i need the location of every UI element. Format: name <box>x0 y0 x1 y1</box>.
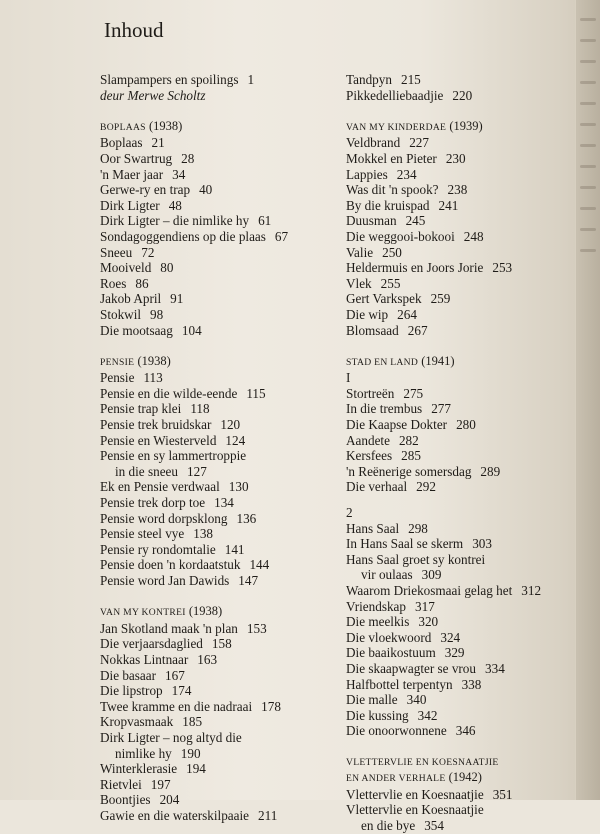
entry-page-number: 167 <box>165 667 185 683</box>
entry-title: Vlettervlie en Koesnaatjie <box>346 802 484 818</box>
toc-entry <box>100 323 345 339</box>
entry-title: Die wip <box>346 306 389 322</box>
toc-entry <box>100 808 345 824</box>
toc-entry <box>100 386 345 402</box>
entry-page-number: 340 <box>406 692 427 708</box>
entry-page-number: 211 <box>258 807 278 823</box>
entry-page-number: 227 <box>409 135 429 151</box>
toc-entry <box>100 777 345 793</box>
entry-page-number: 264 <box>397 306 417 322</box>
toc-entry <box>100 260 345 276</box>
entry-page-number: 21 <box>151 135 165 151</box>
entry-page-number: 40 <box>199 182 213 198</box>
section-heading <box>100 604 345 621</box>
entry-page-number: 130 <box>228 479 249 495</box>
section-heading <box>346 354 581 371</box>
toc-entry <box>100 245 345 261</box>
toc-entry <box>100 229 345 245</box>
section-title: BOPLAAS <box>100 121 146 133</box>
toc-entry <box>346 433 581 449</box>
subsection-number: I <box>346 370 351 386</box>
entry-title: Mooiveld <box>100 260 152 276</box>
entry-title: Duusman <box>346 213 397 229</box>
entry-title: Pensie en sy lammertroppie <box>100 448 247 464</box>
entry-title: nimlike hy <box>115 745 172 761</box>
section-title: EN ANDER VERHALE <box>346 773 446 785</box>
section-title: PENSIE <box>100 356 135 368</box>
toc-entry <box>100 792 345 808</box>
section-heading <box>100 354 345 371</box>
entry-title: Oor Swartrug <box>100 150 173 166</box>
toc-entry <box>346 88 581 104</box>
entry-title: Was dit 'n spook? <box>346 182 439 198</box>
spacer <box>346 739 581 755</box>
entry-page-number: 197 <box>150 776 171 792</box>
entry-title: Die basaar <box>100 667 157 683</box>
entry-title: In die trembus <box>346 401 423 417</box>
section-heading <box>100 119 345 136</box>
entry-title: Kersfees <box>346 448 393 464</box>
page-title: Inhoud <box>104 18 164 42</box>
toc-entry <box>346 802 581 818</box>
entry-page-number: 292 <box>416 479 436 495</box>
entry-page-number: 120 <box>220 417 241 433</box>
entry-page-number: 329 <box>444 645 465 661</box>
toc-entry <box>100 668 345 684</box>
toc-entry <box>346 599 581 615</box>
entry-page-number: 86 <box>135 275 149 291</box>
toc-entry <box>346 552 581 568</box>
toc-entry <box>346 464 581 480</box>
entry-title: Vriendskap <box>346 598 406 614</box>
entry-title: Nokkas Lintnaar <box>100 651 189 667</box>
spacer <box>100 589 345 605</box>
entry-title: Die verjaarsdaglied <box>100 636 203 652</box>
toc-entry <box>346 536 581 552</box>
entry-title: Die kussing <box>346 707 409 723</box>
section-year: (1942) <box>445 770 482 785</box>
toc-entry <box>346 307 581 323</box>
entry-page-number: 309 <box>421 567 442 583</box>
toc-entry <box>346 323 581 339</box>
toc-entry <box>346 291 581 307</box>
toc-entry <box>346 708 581 724</box>
entry-title: Pikkedelliebaadjie <box>346 87 444 103</box>
toc-entry <box>346 417 581 433</box>
toc-entry <box>100 652 345 668</box>
entry-title: Boontjies <box>100 792 151 808</box>
entry-title: By die kruispad <box>346 197 430 213</box>
toc-entry <box>100 495 345 511</box>
toc-entry <box>346 229 581 245</box>
toc-entry <box>346 521 581 537</box>
entry-page-number: 174 <box>171 683 192 699</box>
entry-page-number: 215 <box>400 72 421 87</box>
entry-title: Tandpyn <box>346 72 392 87</box>
entry-page-number: 67 <box>274 228 289 244</box>
entry-page-number: 80 <box>160 260 174 276</box>
entry-title: Pensie en Wiesterveld <box>100 432 217 448</box>
entry-page-number: 104 <box>181 322 202 338</box>
toc-entry <box>346 260 581 276</box>
section-year: (1938) <box>185 604 223 619</box>
section-year: (1941) <box>418 353 455 368</box>
entry-title: Boplaas <box>100 135 143 151</box>
toc-entry <box>346 72 581 88</box>
entry-page-number: 115 <box>246 385 266 401</box>
toc-entry <box>346 692 581 708</box>
section-year: (1938) <box>145 118 183 133</box>
entry-page-number: 72 <box>141 244 155 260</box>
entry-page-number: 282 <box>398 432 419 448</box>
toc-entry <box>100 730 345 746</box>
toc-entry <box>100 761 345 777</box>
entry-title: Gawie en die waterskilpaaie <box>100 807 250 823</box>
entry-page-number: 28 <box>181 150 195 166</box>
toc-entry <box>100 417 345 433</box>
spacer <box>346 338 581 354</box>
entry-page-number: 185 <box>182 714 203 730</box>
entry-page-number: 285 <box>401 448 421 464</box>
entry-page-number: 298 <box>408 520 428 536</box>
entry-title: Veldbrand <box>346 135 401 151</box>
toc-entry-continuation <box>346 567 581 583</box>
entry-page-number: 134 <box>214 495 234 511</box>
toc-entry <box>100 683 345 699</box>
entry-title: Lappies <box>346 166 388 182</box>
entry-page-number: 267 <box>407 322 428 338</box>
entry-page-number: 141 <box>224 541 245 557</box>
entry-title: Die onoorwonnene <box>346 723 447 739</box>
subsection-number: 2 <box>346 505 353 521</box>
entry-title: Pensie doen 'n kordaatstuk <box>100 557 241 573</box>
entry-page-number: 118 <box>190 401 210 417</box>
toc-entry <box>346 245 581 261</box>
author-credit: deur Merwe Scholtz <box>100 87 206 103</box>
entry-title: Die vloekwoord <box>346 629 432 645</box>
toc-entry <box>100 621 345 637</box>
contents-right-column <box>346 72 581 834</box>
entry-title: In Hans Saal se skerm <box>346 536 464 552</box>
entry-title: Pensie ry rondomtalie <box>100 541 216 557</box>
entry-page-number: 190 <box>180 745 201 761</box>
entry-page-number: 48 <box>168 197 182 213</box>
toc-entry <box>100 307 345 323</box>
entry-title: Pensie en die wilde-eende <box>100 385 238 401</box>
section-year: (1938) <box>134 353 171 368</box>
toc-entry <box>100 714 345 730</box>
toc-entry <box>346 630 581 646</box>
spacer <box>346 495 581 505</box>
entry-title: Pensie word Jan Dawids <box>100 573 230 588</box>
entry-title: Vlettervlie en Koesnaatjie <box>346 786 484 802</box>
entry-page-number: 255 <box>380 275 401 291</box>
toc-entry <box>346 583 581 599</box>
entry-title: Pensie <box>100 370 135 386</box>
entry-page-number: 127 <box>187 463 207 479</box>
spacer <box>100 103 345 119</box>
entry-title: Winterklerasie <box>100 761 178 777</box>
entry-page-number: 144 <box>249 557 270 573</box>
entry-page-number: 320 <box>418 614 439 630</box>
entry-page-number: 230 <box>445 150 466 166</box>
entry-page-number: 136 <box>236 510 257 526</box>
entry-page-number: 259 <box>430 291 451 307</box>
entry-page-number: 1 <box>247 72 255 87</box>
entry-title: Halfbottel terpentyn <box>346 676 453 692</box>
section-year: (1939) <box>446 118 483 133</box>
entry-page-number: 138 <box>193 526 214 542</box>
entry-title: 'n Maer jaar <box>100 166 164 182</box>
entry-page-number: 241 <box>438 197 459 213</box>
entry-page-number: 303 <box>472 536 492 552</box>
entry-page-number: 238 <box>447 182 468 198</box>
toc-entry <box>346 135 581 151</box>
entry-page-number: 277 <box>431 401 451 417</box>
toc-entry <box>100 511 345 527</box>
entry-title: Kropvasmaak <box>100 714 174 730</box>
entry-page-number: 98 <box>150 306 164 322</box>
entry-title: Pensie steel vye <box>100 526 185 542</box>
entry-page-number: 280 <box>456 417 476 433</box>
entry-title: Heldermuis en Joors Jorie <box>346 260 484 276</box>
entry-page-number: 234 <box>396 166 417 182</box>
entry-page-number: 351 <box>492 786 513 802</box>
toc-entry <box>346 213 581 229</box>
entry-title: Dirk Ligter – nog altyd die <box>100 729 242 745</box>
toc-entry <box>100 636 345 652</box>
toc-entry <box>346 386 581 402</box>
entry-title: Die skaapwagter se vrou <box>346 660 476 676</box>
entry-title: Twee kramme en die nadraai <box>100 698 253 714</box>
spacer <box>346 103 581 119</box>
entry-title: Die Kaapse Dokter <box>346 417 448 433</box>
entry-title: Pensie trek dorp toe <box>100 495 206 511</box>
entry-page-number: 250 <box>382 244 402 260</box>
entry-title: Die lipstrop <box>100 683 163 699</box>
toc-entry <box>100 135 345 151</box>
section-title: VAN MY KINDERDAE <box>346 121 447 133</box>
entry-title: Dirk Ligter – die nimlike hy <box>100 213 250 229</box>
toc-entry <box>346 614 581 630</box>
toc-entry <box>100 401 345 417</box>
entry-title: Gert Varkspek <box>346 291 422 307</box>
section-title: VLETTERVLIE EN KOESNAATJIE <box>346 756 499 768</box>
toc-entry <box>100 213 345 229</box>
entry-page-number: 338 <box>461 676 482 692</box>
toc-entry <box>100 182 345 198</box>
entry-title: Pensie trek bruidskar <box>100 417 212 433</box>
entry-title: vir oulaas <box>361 567 413 583</box>
entry-page-number: 34 <box>172 166 186 182</box>
entry-page-number: 124 <box>225 432 246 448</box>
toc-entry <box>100 72 345 88</box>
spacer <box>100 338 345 354</box>
toc-entry <box>100 526 345 542</box>
entry-title: Gerwe-ry en trap <box>100 182 191 198</box>
toc-entry <box>346 448 581 464</box>
entry-page-number: 91 <box>170 291 184 307</box>
entry-page-number: 158 <box>211 636 232 652</box>
section-title: STAD EN LAND <box>346 356 419 368</box>
entry-title: en die bye <box>361 817 416 833</box>
toc-entry <box>346 167 581 183</box>
toc-entry <box>346 151 581 167</box>
entry-page-number: 163 <box>197 651 218 667</box>
entry-page-number: 220 <box>452 87 473 103</box>
entry-title: in die sneeu <box>115 463 178 479</box>
toc-entry <box>100 291 345 307</box>
toc-entry <box>100 276 345 292</box>
entry-page-number: 194 <box>186 761 206 777</box>
toc-entry <box>346 479 581 495</box>
toc-entry <box>100 433 345 449</box>
entry-page-number: 324 <box>440 629 461 645</box>
entry-title: Waarom Driekosmaai gelag het <box>346 583 513 598</box>
entry-page-number: 153 <box>246 620 267 636</box>
toc-entry <box>346 661 581 677</box>
toc-entry <box>346 198 581 214</box>
entry-title: Aandete <box>346 432 390 448</box>
entry-page-number: 178 <box>261 698 281 714</box>
toc-entry <box>346 677 581 693</box>
entry-title: Vlek <box>346 275 372 291</box>
entry-title: Rietvlei <box>100 776 142 792</box>
entry-page-number: 289 <box>480 463 501 479</box>
entry-title: Sneeu <box>100 244 133 260</box>
toc-entry <box>346 182 581 198</box>
entry-title: Jakob April <box>100 291 162 307</box>
entry-title: Slampampers en spoilings <box>100 72 239 87</box>
toc-entry <box>346 401 581 417</box>
entry-title: Stortreën <box>346 385 395 401</box>
entry-title: Sondagoggendiens op die plaas <box>100 228 266 244</box>
entry-title: Pensie word dorpsklong <box>100 510 228 526</box>
entry-page-number: 342 <box>417 707 438 723</box>
entry-title: Die malle <box>346 692 398 708</box>
entry-title: Valie <box>346 244 374 260</box>
entry-page-number: 253 <box>492 260 513 276</box>
section-heading <box>346 755 581 771</box>
toc-entry <box>100 167 345 183</box>
entry-title: 'n Reënerige somersdag <box>346 463 472 479</box>
toc-entry-continuation <box>100 464 345 480</box>
entry-page-number: 147 <box>238 573 259 588</box>
toc-entry-continuation <box>100 746 345 762</box>
entry-page-number: 354 <box>424 817 444 833</box>
entry-title: Hans Saal <box>346 520 400 536</box>
entry-page-number: 346 <box>455 723 476 739</box>
toc-entry <box>100 557 345 573</box>
entry-title: Ek en Pensie verdwaal <box>100 479 220 495</box>
entry-page-number: 113 <box>143 370 163 386</box>
toc-entry <box>100 479 345 495</box>
entry-title: Die verhaal <box>346 479 408 495</box>
contents-left-column <box>100 72 345 824</box>
entry-title: Die meelkis <box>346 614 410 630</box>
toc-entry <box>100 198 345 214</box>
entry-page-number: 312 <box>521 583 542 598</box>
toc-entry <box>346 276 581 292</box>
toc-entry-continuation <box>346 818 581 834</box>
toc-entry <box>346 645 581 661</box>
entry-title: Hans Saal groet sy kontrei <box>346 551 486 567</box>
section-heading <box>346 119 581 136</box>
entry-title: Roes <box>100 275 127 291</box>
toc-entry <box>100 151 345 167</box>
toc-entry <box>100 699 345 715</box>
toc-entry <box>100 573 345 589</box>
entry-title: Mokkel en Pieter <box>346 150 437 166</box>
entry-page-number: 317 <box>415 598 435 614</box>
entry-page-number: 248 <box>463 228 484 244</box>
entry-title: Jan Skotland maak 'n plan <box>100 620 238 636</box>
entry-page-number: 245 <box>405 213 426 229</box>
section-heading <box>346 770 581 787</box>
entry-title: Dirk Ligter <box>100 197 160 213</box>
entry-title: Blomsaad <box>346 322 399 338</box>
toc-entry <box>346 723 581 739</box>
toc-entry <box>100 370 345 386</box>
entry-title: Pensie trap klei <box>100 401 182 417</box>
entry-title: Stokwil <box>100 306 142 322</box>
entry-page-number: 204 <box>159 792 180 808</box>
entry-page-number: 61 <box>258 213 272 229</box>
toc-entry <box>100 448 345 464</box>
section-title: VAN MY KONTREI <box>100 607 186 619</box>
entry-title: Die mootsaag <box>100 322 173 338</box>
entry-page-number: 275 <box>403 385 424 401</box>
entry-page-number: 334 <box>485 660 505 676</box>
toc-entry <box>100 542 345 558</box>
entry-title: Die weggooi-bokooi <box>346 228 455 244</box>
entry-title: Die baaikostuum <box>346 645 436 661</box>
